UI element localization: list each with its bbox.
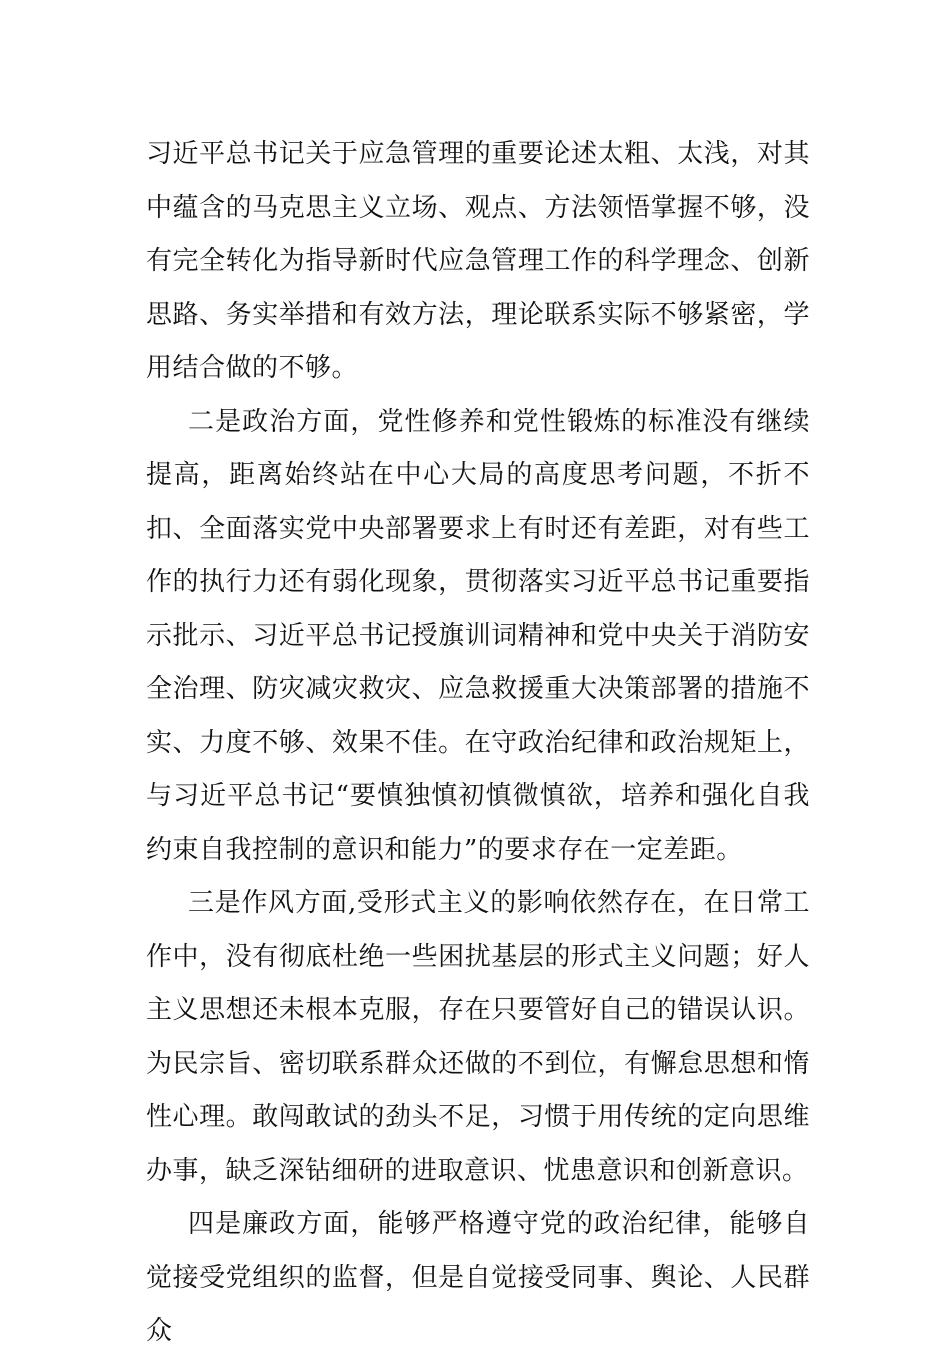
paragraph-political-aspect: 二是政治方面，党性修养和党性锻炼的标准没有继续提高，距离始终站在中心大局的高度思考问题，不折不扣、全面落实党中央部署要求上有时还有差距，对有些工作的执行力还有弱化现象，贯彻落实习近平总书记重要指示批示、习近平总书记授旗训词精神和党中央关于消防安全治理、防灾减灾救灾、应急救援重大决策部署的措施不实、力度不够、效果不佳。在守政治纪律和政治规矩上，与习近平总书记“要慎独慎初慎微慎欲，培养和强化自我约束自我控制的意识和能力”的要求存在一定差距。 xyxy=(146,406,810,865)
paragraph-integrity-aspect: 四是廉政方面，能够严格遵守党的政治纪律，能够自觉接受党组织的监督，但是自觉接受同事、舆论、人民群众 xyxy=(146,1209,810,1346)
document-body xyxy=(146,128,810,1359)
paragraph-work-style-aspect: 三是作风方面,受形式主义的影响依然存在，在日常工作中，没有彻底杜绝一些困扰基层的形式主义问题；好人主义思想还未根本克服，存在只要管好自己的错误认识。为民宗旨、密切联系群众还做的不到位，有懈怠思想和惰性心理。敢闯敢试的劲头不足，习惯于用传统的定向思维办事，缺乏深钻细研的进取意识、忧患意识和创新意识。 xyxy=(146,888,810,1186)
paragraph-continuation: 习近平总书记关于应急管理的重要论述太粗、太浅，对其中蕴含的马克思主义立场、观点、方法领悟掌握不够，没有完全转化为指导新时代应急管理工作的科学理念、创新思路、务实举措和有效方法，理论联系实际不够紧密，学用结合做的不够。 xyxy=(146,139,810,383)
